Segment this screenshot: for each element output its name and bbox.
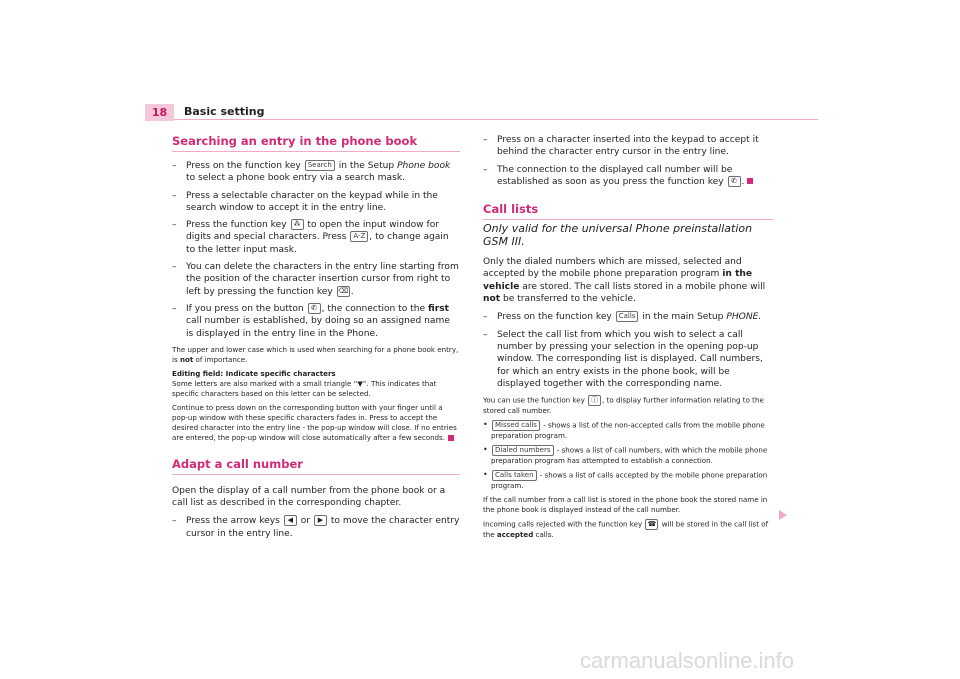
page-header-title: Basic setting	[184, 105, 265, 118]
arrow-right-icon[interactable]: ▶	[314, 515, 327, 526]
note-popup: Continue to press down on the corresponding button with your finger until a pop-up window with these specific characters fades in. Press to accept the desired character into the entry line - the pop-up window will close. If no entries are entered, the pop-up window will close automatically after a few seconds.	[172, 402, 457, 442]
next-page-arrow-icon[interactable]	[779, 510, 787, 520]
reject-call-icon[interactable]: ☎	[645, 519, 658, 530]
missed-calls-key[interactable]: Missed calls	[492, 420, 540, 431]
a-z-key[interactable]: A-Z	[350, 231, 368, 242]
section-title-search: Searching an entry in the phone book	[172, 134, 460, 152]
note-missed: • Missed calls - shows a list of the non-accepted calls from the mobile phone preparation program.	[483, 420, 765, 441]
list-item: – Select the call list from which you wish to select a call number by pressing your selection in the opening pop-up window. The corresponding list is displayed. Call numbers, for which an entry exists in the phone book, will be displayed together with the corresponding name.	[483, 329, 763, 389]
arrow-left-icon[interactable]: ◀	[284, 515, 297, 526]
note-case: The upper and lower case which is used when searching for a phone book entry, is not of importance.	[172, 344, 459, 364]
note-title: Editing field: Indicate specific characters	[172, 368, 336, 378]
note-taken: • Calls taken - shows a list of calls accepted by the mobile phone preparation program.	[483, 470, 768, 491]
list-item: – You can delete the characters in the entry line starting from the position of the character insertion cursor from right to left by pressing the function key ⌫ .	[172, 262, 459, 297]
note-info-key: You can use the function key ⓘ , to display further information relating to the stored call number.	[483, 395, 764, 416]
left-column	[172, 134, 460, 545]
search-steps	[172, 160, 460, 340]
call-lists-intro: Only the dialed numbers which are missed, selected and accepted by the mobile phone preparation program in the vehicle are stored. The call lists stored in a mobile phone will not be transferred to the vehicle.	[483, 257, 766, 305]
calls-taken-key[interactable]: Calls taken	[492, 470, 537, 481]
watermark: carmanualsonline.info	[580, 648, 795, 673]
list-item: – The connection to the displayed call number will be established as soon as you press the function key ✆ .	[483, 164, 773, 189]
special-characters-icon[interactable]: ⁂	[291, 219, 304, 230]
right-column	[483, 134, 773, 544]
search-key[interactable]: Search	[305, 160, 335, 171]
list-item: – Press on the function key Search in the Setup Phone book to select a phone book entry via a search mask.	[172, 161, 451, 184]
backspace-icon[interactable]: ⌫	[338, 286, 349, 295]
list-item: – Press the arrow keys ◀ or ▶ to move the character entry cursor in the entry line.	[172, 516, 460, 539]
list-item: – Press on the function key Calls in the main Setup PHONE.	[483, 312, 762, 323]
keypad-steps	[483, 134, 773, 188]
section-title-call-lists: Call lists	[483, 202, 773, 220]
header-rule	[174, 119, 818, 120]
end-marker-icon	[747, 178, 753, 184]
call-lists-steps	[483, 311, 773, 390]
note-stored-name: If the call number from a call list is stored in the phone book the stored name in the phone book is displayed instead of the call number.	[483, 495, 768, 515]
adapt-steps	[172, 515, 460, 540]
dialed-numbers-key[interactable]: Dialed numbers	[492, 445, 554, 456]
calls-key[interactable]: Calls	[616, 311, 639, 322]
note-rejected: Incoming calls rejected with the function key ☎ will be stored in the call list of the accepted calls.	[483, 519, 769, 540]
note-triangle: Some letters are also marked with a small triangle “▼”. This indicates that specific characters based on this letter can be selected.	[172, 378, 437, 398]
info-icon[interactable]: ⓘ	[588, 395, 601, 406]
list-item: – Press a selectable character on the keypad while in the search window to accept it in the entry line.	[172, 190, 438, 213]
list-item: – Press on a character inserted into the keypad to accept it behind the character entry cursor in the entry line.	[483, 135, 759, 158]
list-item: – Press the function key ⁂ to open the input window for digits and special characters. Press A-Z , to change again to the letter input mask.	[172, 220, 449, 255]
note-dialed: • Dialed numbers - shows a list of call numbers, with which the mobile phone preparation program has attempted to establish a connection.	[483, 445, 768, 466]
list-item: – If you press on the button ✆ , the connection to the first call number is established, by doing so an assigned name is displayed in the entry line in the Phone.	[172, 303, 450, 339]
adapt-intro: Open the display of a call number from the phone book or a call list as described in the corresponding chapter.	[172, 485, 446, 509]
phone-handset-icon[interactable]: ✆	[308, 303, 321, 314]
end-marker-icon	[448, 435, 454, 441]
page-number: 18	[145, 104, 174, 121]
section-title-adapt: Adapt a call number	[172, 457, 460, 475]
phone-handset-icon[interactable]: ✆	[728, 176, 741, 187]
section-subtitle: Only valid for the universal Phone preinstallation GSM III.	[483, 222, 753, 249]
